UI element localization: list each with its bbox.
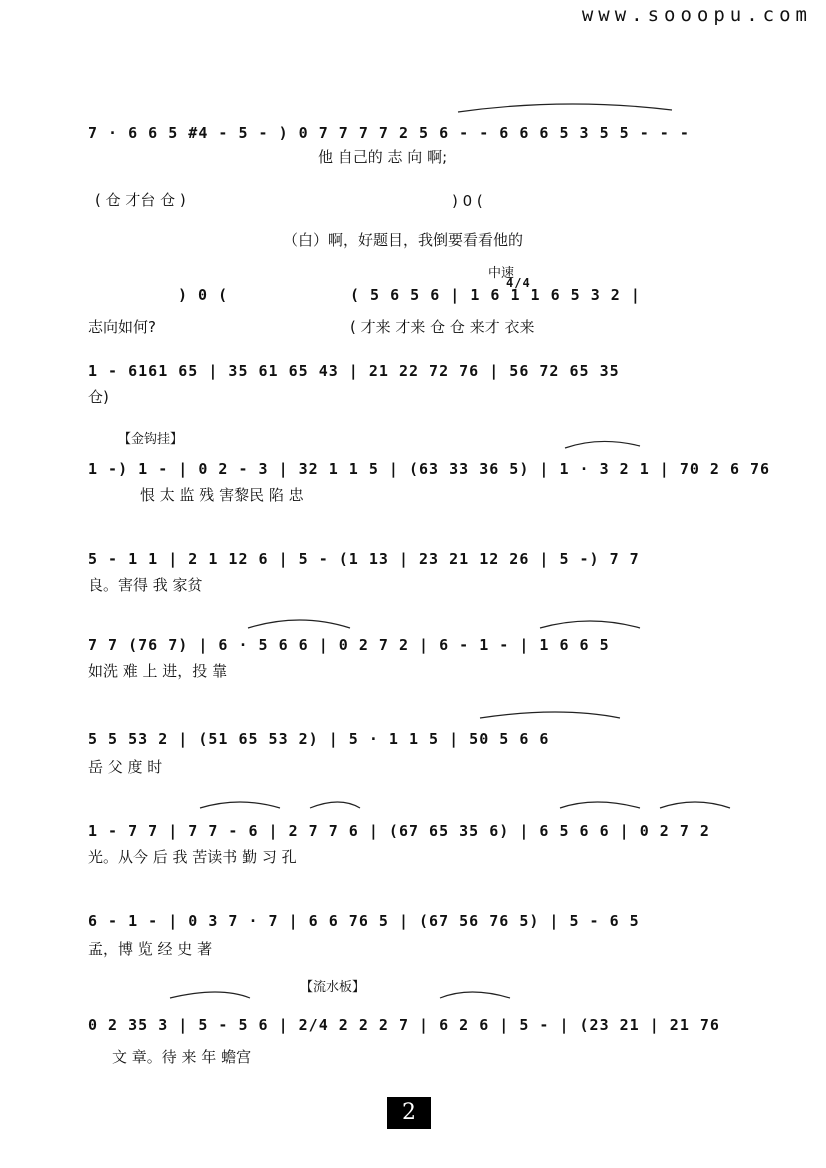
slur: [660, 802, 730, 808]
spoken-line-4: 志向如何?: [88, 318, 156, 336]
lyrics-line-8: 如洗 难 上 进，投 靠: [88, 662, 228, 680]
slur: [458, 104, 672, 112]
score-line-9: 5 5 53 2 | (51 65 53 2) | 5 · 1 1 5 | 50 5 6 6: [88, 730, 550, 748]
score-line-5: 1 - 6161 65 | 35 61 65 43 | 21 22 72 76 | 56 72 65 35: [88, 362, 620, 380]
score-line-4-left: ) 0 (: [178, 286, 229, 304]
page-number: 2: [387, 1097, 431, 1129]
score-line-7: 5 - 1 1 | 2 1 12 6 | 5 - (1 13 | 23 21 12 26 | 5 -) 7 7: [88, 550, 640, 568]
lyrics-line-11: 孟，博 览 经 史 著: [88, 940, 213, 958]
slur: [540, 621, 640, 628]
lyrics-line-6: 恨 太 监 残 害黎民 陷 忠: [140, 486, 304, 504]
lyrics-line-7: 良。害得 我 家贫: [88, 576, 203, 594]
lyrics-line-1: 他 自己的 志 向 啊;: [318, 148, 448, 166]
percussion-line-2: ( 仓 才台 仓 ): [95, 191, 186, 209]
site-url: www.sooopu.com: [581, 4, 812, 26]
time-signature: 4/4: [506, 276, 531, 290]
slur: [440, 992, 510, 998]
slur: [310, 802, 360, 808]
slur: [200, 802, 280, 808]
spoken-line-3: （白）啊，好题目，我倒要看看他的: [283, 231, 524, 249]
lyrics-line-5: 仓): [88, 388, 109, 406]
section-label-liushuiban: 【流水板】: [300, 980, 366, 995]
percussion-line-2b: ) 0 (: [452, 192, 483, 210]
lyrics-line-12: 文 章。待 来 年 蟾宫: [112, 1048, 252, 1066]
score-line-4: ( 5 6 5 6 | 1 6 1 1 6 5 3 2 |: [350, 286, 641, 304]
lyrics-line-10: 光。从今 后 我 苦读书 勤 习 孔: [88, 848, 297, 866]
score-line-1: 7 · 6 6 5 #4 - 5 - ) 0 7 7 7 7 2 5 6 - - 6 6 6 5 3 5 5 - - -: [88, 124, 690, 142]
slur: [560, 802, 640, 808]
lyrics-line-9: 岳 父 度 时: [88, 758, 163, 776]
score-line-12: 0 2 35 3 | 5 - 5 6 | 2/4 2 2 2 7 | 6 2 6 | 5 - | (23 21 | 21 76: [88, 1016, 720, 1034]
score-line-8: 7 7 (76 7) | 6 · 5 6 6 | 0 2 7 2 | 6 - 1 - | 1 6 6 5: [88, 636, 610, 654]
percussion-line-4: ( 才来 才来 仓 仓 来才 衣来: [350, 318, 535, 336]
slur: [480, 712, 620, 718]
score-line-6: 1 -) 1 - | 0 2 - 3 | 32 1 1 5 | (63 33 36 5) | 1 · 3 2 1 | 70 2 6 76: [88, 460, 771, 478]
slur: [170, 992, 250, 998]
section-label-jingouguа: 【金钩挂】: [118, 432, 184, 447]
score-line-10: 1 - 7 7 | 7 7 - 6 | 2 7 7 6 | (67 65 35 6) | 6 5 6 6 | 0 2 7 2: [88, 822, 710, 840]
score-line-11: 6 - 1 - | 0 3 7 · 7 | 6 6 76 5 | (67 56 76 5) | 5 - 6 5: [88, 912, 640, 930]
tempo-marking: 中速: [488, 266, 515, 281]
slur: [565, 441, 640, 448]
slur: [248, 620, 350, 628]
